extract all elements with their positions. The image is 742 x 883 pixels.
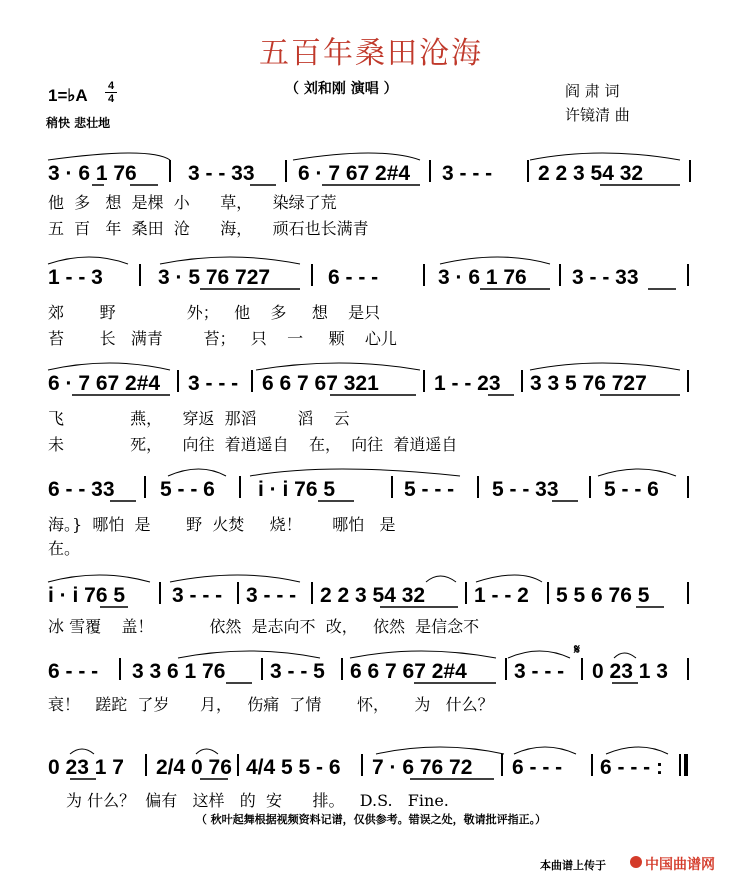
svg-text:1 - - 2: 1 - - 2 <box>474 584 529 607</box>
notation-row-2 <box>0 256 742 289</box>
svg-text:2/4 0 76: 2/4 0 76 <box>156 756 232 779</box>
svg-text:i · i 76 5: i · i 76 5 <box>48 584 126 607</box>
svg-text:1 - - 23: 1 - - 23 <box>434 372 501 395</box>
lyricist-credit: 阎 肃 词 <box>565 82 620 100</box>
svg-text:2 2 3 54 32: 2 2 3 54 32 <box>538 162 644 185</box>
lyric-line: 他 多 想 是棵 小 草， 染绿了荒 <box>48 193 337 212</box>
svg-text:6 6 7 67 321: 6 6 7 67 321 <box>262 372 379 395</box>
notation-text: 3 · 6 1 76 <box>48 162 137 185</box>
key-signature: 1=♭A <box>48 86 88 105</box>
lyric-line: 海。} 哪怕 是 野 火焚 烧！ 哪怕 是 <box>48 515 396 534</box>
svg-text:3 · 6 1 76: 3 · 6 1 76 <box>438 266 527 289</box>
lyric-line: 在。 <box>48 539 81 558</box>
svg-text:0 23 1 7: 0 23 1 7 <box>48 756 124 779</box>
notation-row-6 <box>0 642 742 683</box>
tempo-marking: 稍快 悲壮地 <box>46 116 111 130</box>
lyric-line: 郊 野 外； 他 多 想 是只 <box>48 303 381 322</box>
notation-row-5 <box>0 574 742 607</box>
svg-text:5 - - 6: 5 - - 6 <box>160 478 215 501</box>
time-signature-bottom: 4 <box>107 93 115 105</box>
svg-text:3 - - -: 3 - - - <box>442 162 493 185</box>
lyric-line: 衰！ 蹉跎 了岁 月， 伤痛 了情 怀， 为 什么？ <box>48 695 494 714</box>
composer-credit: 许镜清 曲 <box>565 106 630 124</box>
svg-text:3 - - 5: 3 - - 5 <box>270 660 325 683</box>
svg-text:5 5 6 76 5: 5 5 6 76 5 <box>556 584 650 607</box>
svg-text:3 - - -: 3 - - - <box>172 584 223 607</box>
svg-text:6 · 7 67 2#4: 6 · 7 67 2#4 <box>48 372 161 395</box>
svg-text:6 - - 33: 6 - - 33 <box>48 478 115 501</box>
lyric-line: 为 什么？ 偏有 这样 的 安 排。 D.S. Fine. <box>66 791 449 810</box>
svg-text:3 - - -: 3 - - - <box>246 584 297 607</box>
svg-text:3 · 5 76 727: 3 · 5 76 727 <box>158 266 271 289</box>
site-logo[interactable]: 中国曲谱网 <box>645 857 715 873</box>
lyric-line: 飞 燕， 穿返 那滔 滔 云 <box>48 409 350 428</box>
lyric-line: 未 死， 向往 着逍遥自 在， 向往 着逍遥自 <box>48 435 458 454</box>
lyric-line: 苔 长 满青 苔； 只 一 颗 心儿 <box>48 329 397 348</box>
svg-text:5 - - -: 5 - - - <box>404 478 455 501</box>
time-signature-top: 4 <box>107 80 115 92</box>
lyric-line: 五 百 年 桑田 沧 海， 顽石也长满青 <box>48 219 369 238</box>
svg-text:i · i 76 5: i · i 76 5 <box>258 478 336 501</box>
svg-text:3 3 6 1 76: 3 3 6 1 76 <box>132 660 226 683</box>
svg-text:1 - - 3: 1 - - 3 <box>48 266 103 289</box>
svg-text:5 - - 33: 5 - - 33 <box>492 478 559 501</box>
svg-text:4/4 5 5 - 6: 4/4 5 5 - 6 <box>246 756 341 779</box>
svg-text:7 · 6 76 72: 7 · 6 76 72 <box>372 756 473 779</box>
svg-text:6 - - -: 6 - - - <box>48 660 99 683</box>
svg-text:3 - - -: 3 - - - <box>514 660 565 683</box>
transcription-note: （ 秋叶起舞根据视频资料记谱，仅供参考。错误之处，敬请批评指正。） <box>195 813 547 826</box>
notation-row-1 <box>0 152 742 185</box>
upload-credit: 本曲谱上传于 <box>540 859 606 872</box>
svg-text:6 · 7 67 2#4: 6 · 7 67 2#4 <box>298 162 411 185</box>
notation-row-4 <box>0 468 742 501</box>
svg-text:5 - - 6: 5 - - 6 <box>604 478 659 501</box>
svg-text:2 2 3 54 32: 2 2 3 54 32 <box>320 584 426 607</box>
svg-text:6 - - -: 6 - - - <box>512 756 563 779</box>
svg-text:6 - - - :: 6 - - - : <box>600 756 663 779</box>
notation-row-7 <box>0 746 742 779</box>
singer-credit: （ 刘和刚 演唱 ） <box>285 81 398 97</box>
score-title: 五百年桑田沧海 <box>259 36 483 71</box>
site-logo-icon <box>630 856 642 868</box>
svg-text:3 3 5 76 727: 3 3 5 76 727 <box>530 372 647 395</box>
lyric-line: 冰 雪覆 盖！ 依然 是志向不 改， 依然 是信念不 <box>48 617 480 636</box>
time-signature <box>104 80 118 105</box>
svg-text:𝄋: 𝄋 <box>574 642 581 658</box>
notation-row-3 <box>0 362 742 395</box>
svg-text:6 6 7 67 2#4: 6 6 7 67 2#4 <box>350 660 467 683</box>
svg-text:3 - - 33: 3 - - 33 <box>188 162 255 185</box>
svg-text:3 - - -: 3 - - - <box>188 372 239 395</box>
svg-text:6 - - -: 6 - - - <box>328 266 379 289</box>
svg-text:0 23 1 3: 0 23 1 3 <box>592 660 668 683</box>
svg-text:3 - - 33: 3 - - 33 <box>572 266 639 289</box>
